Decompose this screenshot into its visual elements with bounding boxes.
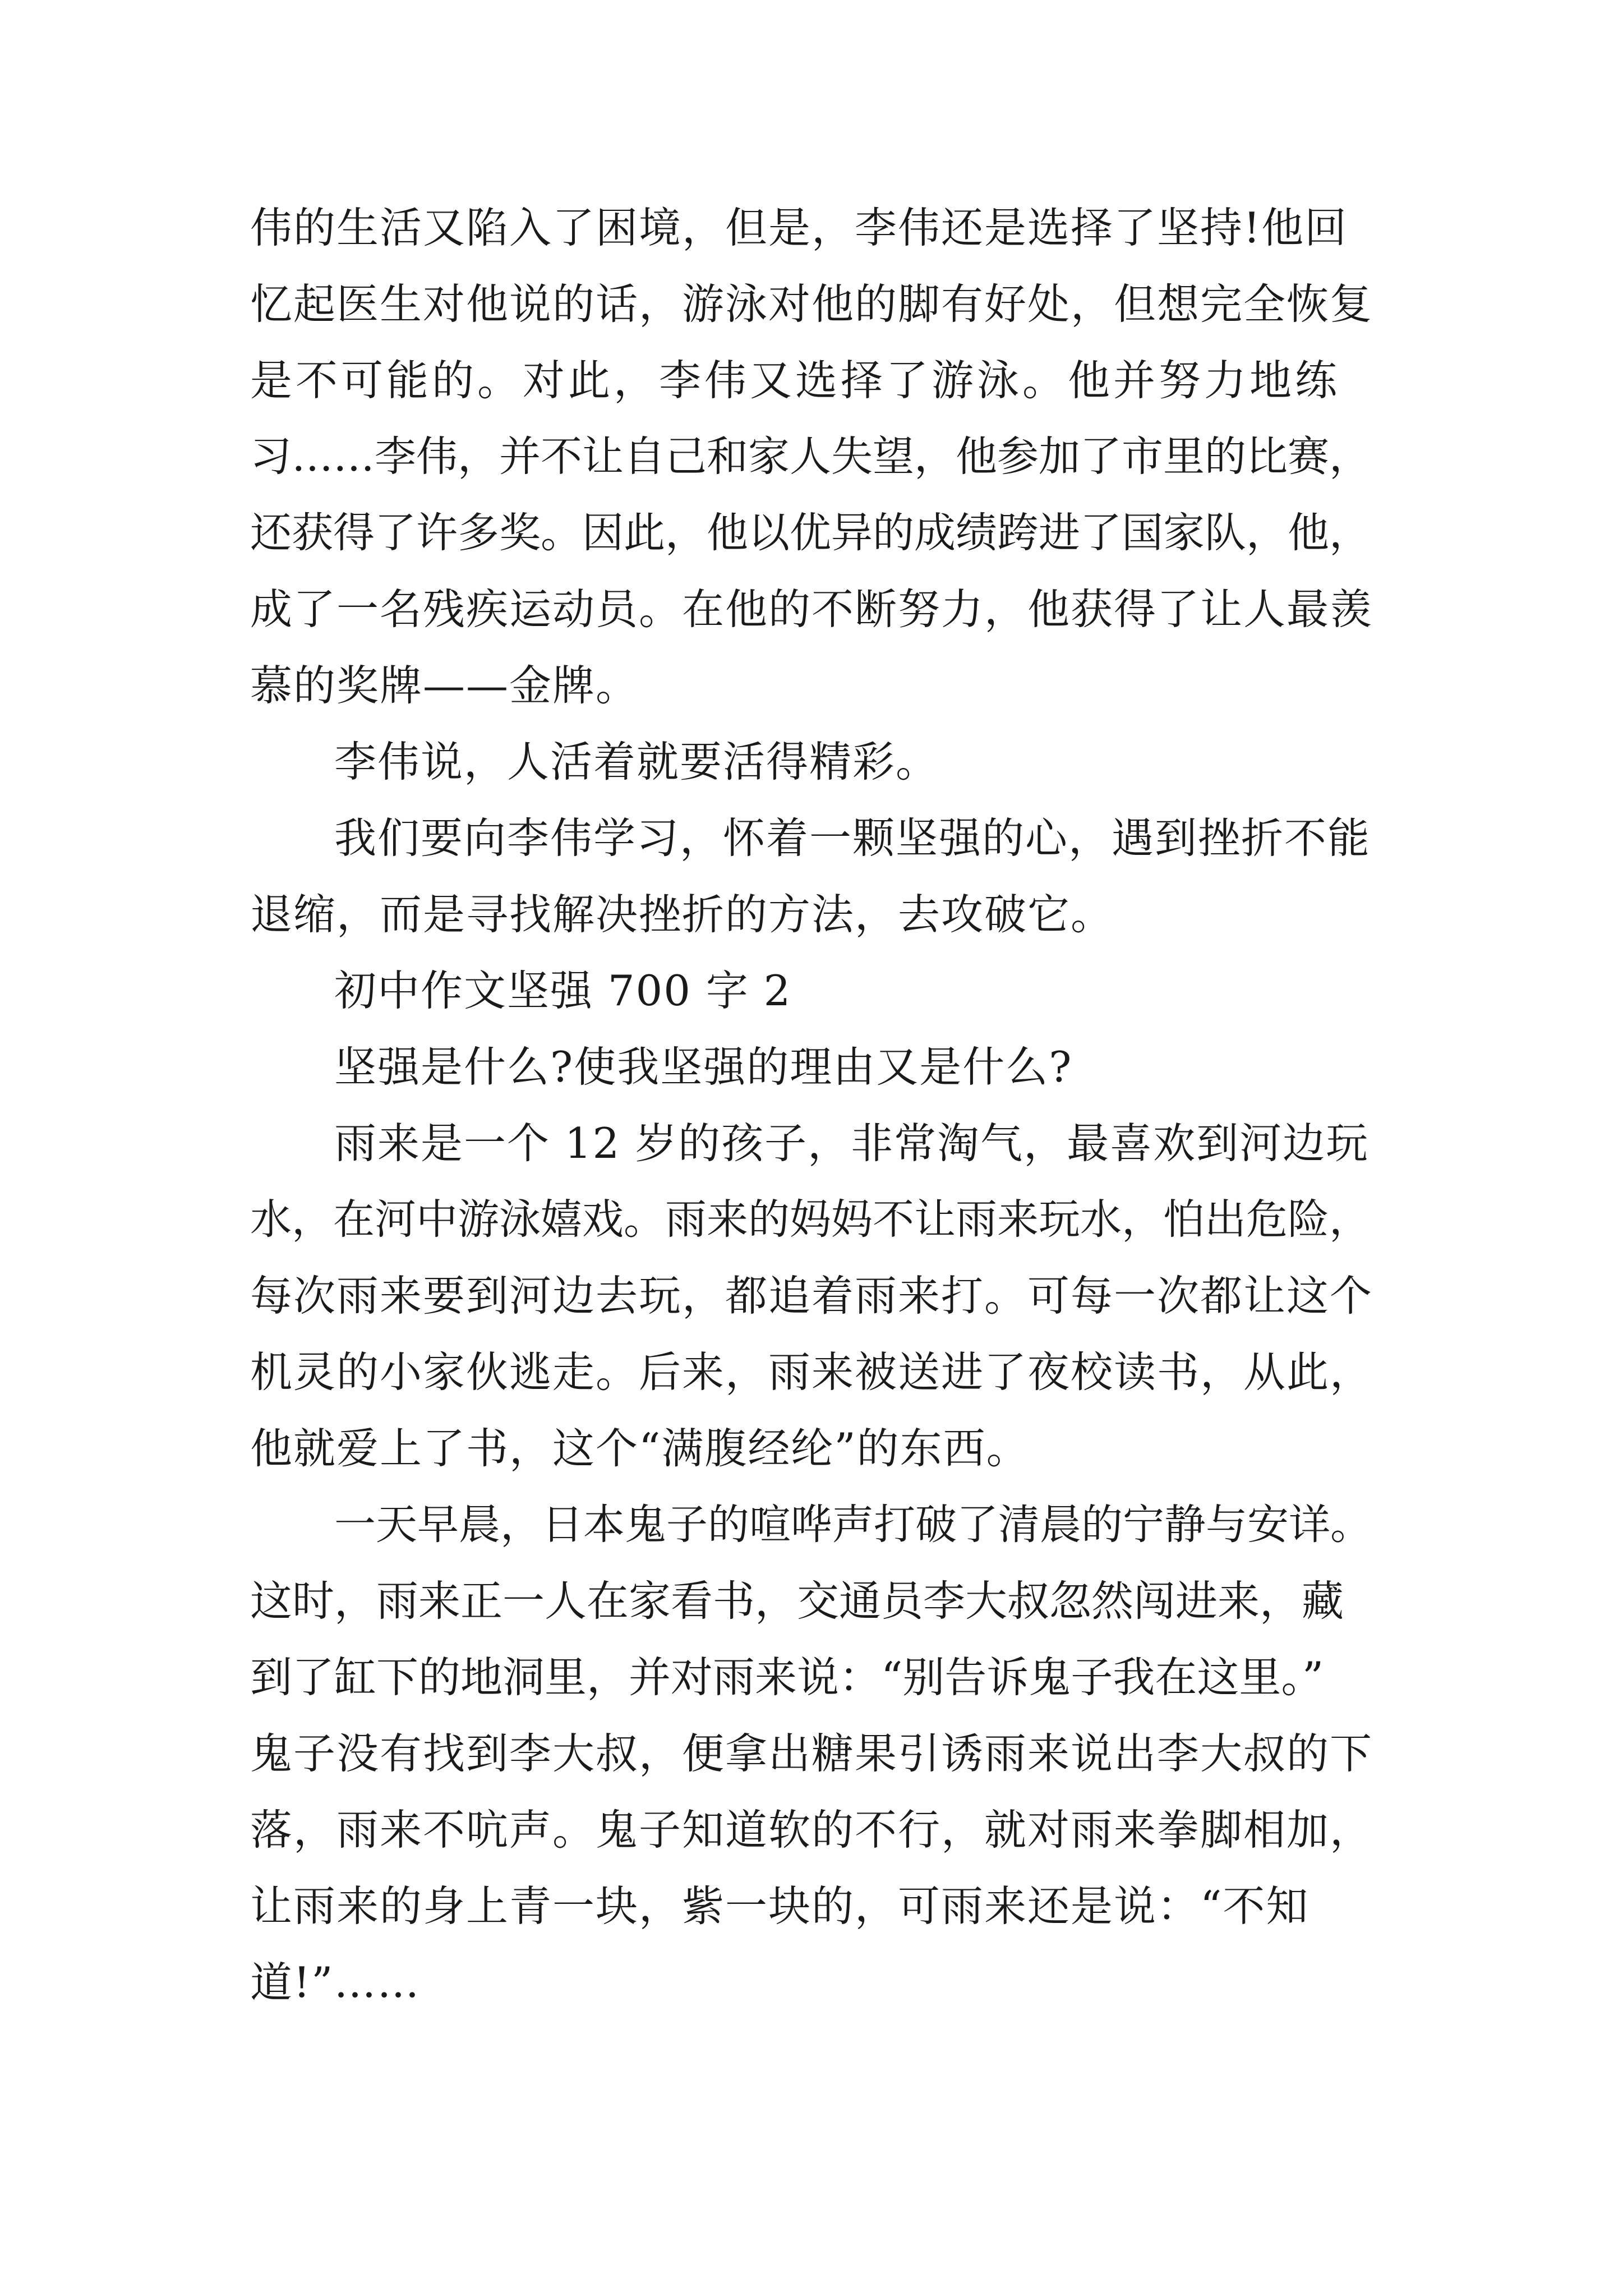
text-line: 我们要向李伟学习，怀着一颗坚强的心，遇到挫折不能 (334, 813, 1371, 863)
text-line: 每次雨来要到河边去玩，都追着雨来打。可每一次都让这个 (250, 1271, 1373, 1320)
text-line: 到了缸下的地洞里，并对雨来说：“别告诉鬼子我在这里。” (250, 1653, 1324, 1702)
text-line: 坚强是什么?使我坚强的理由又是什么? (334, 1042, 1073, 1092)
text-line: 还获得了许多奖。因此，他以优异的成绩跨进了国家队，他， (250, 509, 1371, 557)
text-line: 一天早晨，日本鬼子的喧哗声打破了清晨的宁静与安详。 (334, 1501, 1372, 1549)
text-line: 落，雨来不吭声。鬼子知道软的不行，就对雨来拳脚相加， (250, 1805, 1373, 1855)
text-line: 忆起医生对他说的话，游泳对他的脚有好处，但想完全恢复 (250, 279, 1373, 329)
essay-heading: 初中作文坚强 700 字 2 (334, 966, 792, 1015)
body-text (250, 190, 1383, 2021)
text-line: 慕的奖牌——金牌。 (250, 661, 639, 710)
text-line: 水，在河中游泳嬉戏。雨来的妈妈不让雨来玩水，怕出危险， (250, 1195, 1371, 1244)
text-line: 让雨来的身上青一块，紫一块的，可雨来还是说：“不知 (250, 1881, 1310, 1931)
text-line: 雨来是一个 12 岁的孩子，非常淘气，最喜欢到河边玩 (334, 1119, 1370, 1168)
text-line: 道!”…… (250, 1958, 421, 2007)
text-line: 成了一名残疾运动员。在他的不断努力，他获得了让人最羡 (250, 585, 1373, 634)
text-line: 退缩，而是寻找解决挫折的方法，去攻破它。 (250, 890, 1114, 939)
text-line: 李伟说，人活着就要活得精彩。 (334, 737, 939, 786)
text-line: 他就爱上了书，这个“满腹经纶”的东西。 (250, 1424, 1030, 1473)
text-line: 是不可能的。对此，李伟又选择了游泳。他并努力地练 (250, 356, 1341, 405)
text-line: 这时，雨来正一人在家看书，交通员李大叔忽然闯进来，藏 (250, 1576, 1344, 1626)
text-line: 伟的生活又陷入了困境，但是，李伟还是选择了坚持!他回 (250, 203, 1348, 252)
text-line: 机灵的小家伙逃走。后来，雨来被送进了夜校读书，从此， (250, 1347, 1373, 1397)
text-line: 习……李伟，并不让自己和家人失望，他参加了市里的比赛， (250, 432, 1371, 481)
text-line: 鬼子没有找到李大叔，便拿出糖果引诱雨来说出李大叔的下 (250, 1729, 1373, 1778)
